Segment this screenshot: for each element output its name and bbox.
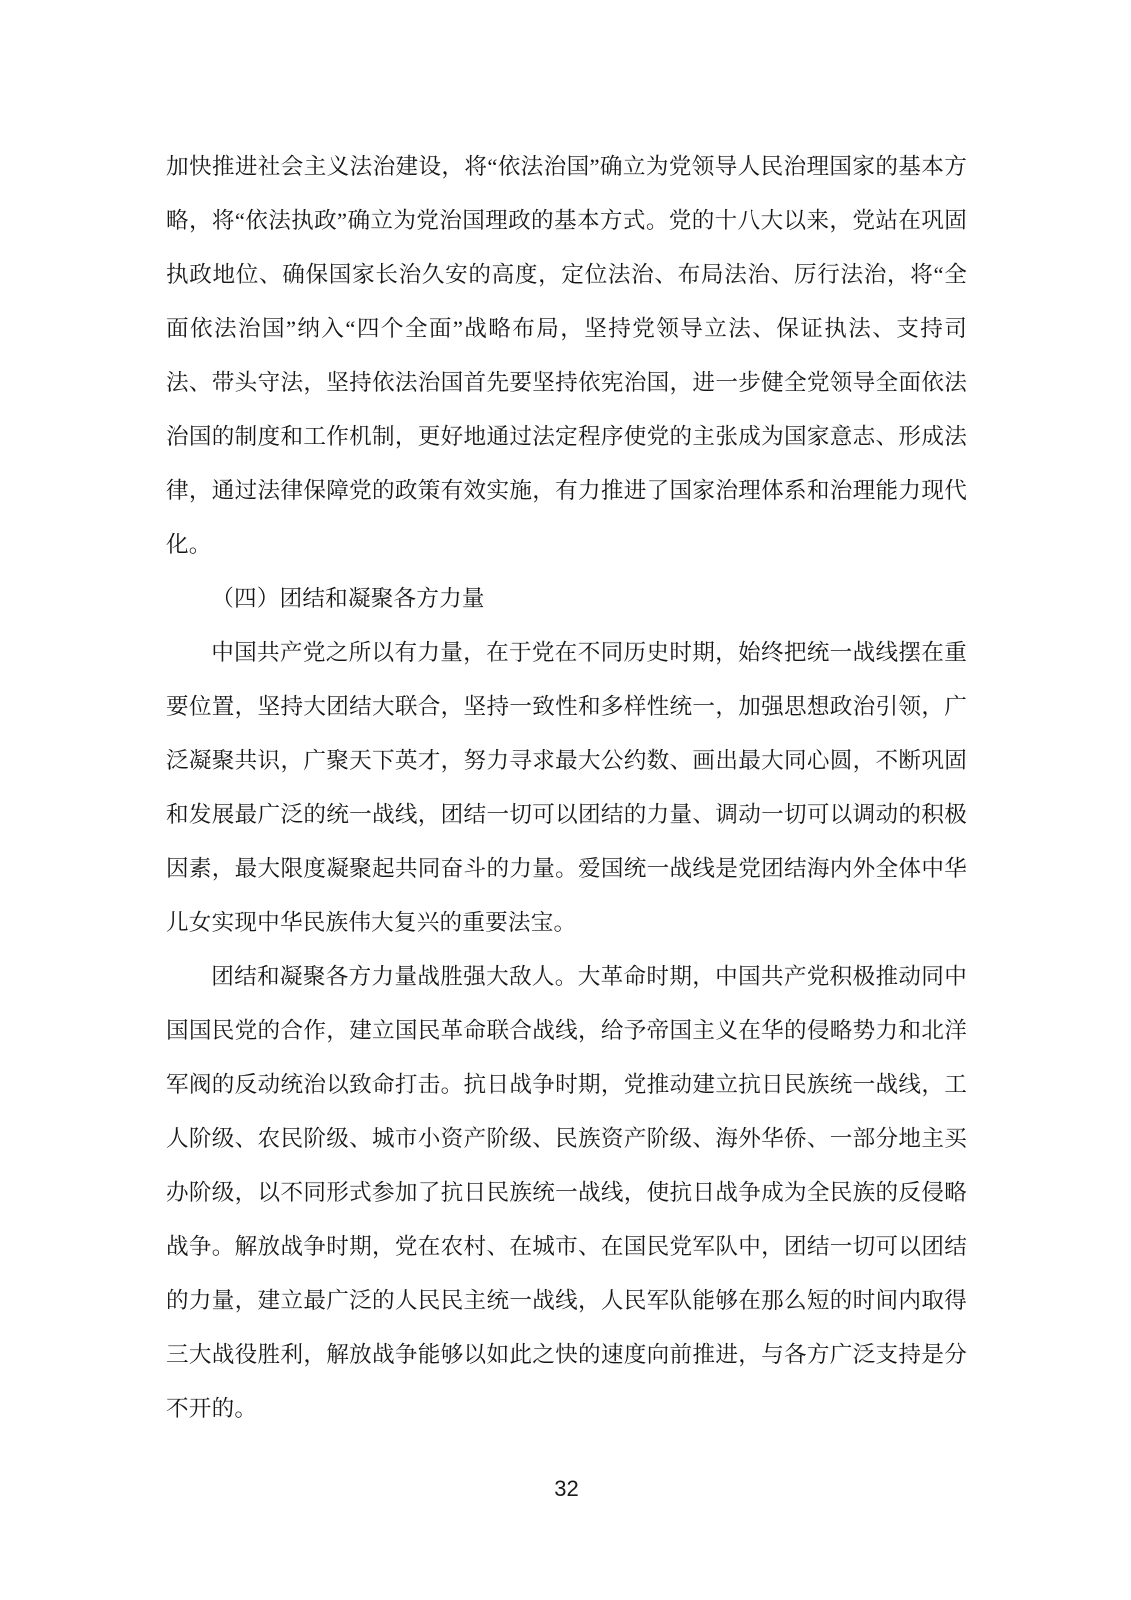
page-number: 32 (554, 1476, 579, 1501)
paragraph-united-front: 中国共产党之所以有力量，在于党在不同历史时期，始终把统一战线摆在重要位置，坚持大团结大联合，坚持一致性和多样性统一，加强思想政治引领，广泛凝聚共识，广聚天下英才，努力寻求最大公约数、画出最大同心圆，不断巩固和发展最广泛的统一战线，团结一切可以团结的力量、调动一切可以调动的积极因素，最大限度凝聚起共同奋斗的力量。爱国统一战线是党团结海内外全体中华儿女实现中华民族伟大复兴的重要法宝。 (166, 640, 967, 935)
paragraph-historical-periods: 团结和凝聚各方力量战胜强大敌人。大革命时期，中国共产党积极推动同中国国民党的合作，建立国民革命联合战线，给予帝国主义在华的侵略势力和北洋军阀的反动统治以致命打击。抗日战争时期，党推动建立抗日民族统一战线，工人阶级、农民阶级、城市小资产阶级、民族资产阶级、海外华侨、一部分地主买办阶级，以不同形式参加了抗日民族统一战线，使抗日战争成为全民族的反侵略战争。解放战争时期，党在农村、在城市、在国民党军队中，团结一切可以团结的力量，建立最广泛的人民民主统一战线，人民军队能够在那么短的时间内取得三大战役胜利，解放战争能够以如此之快的速度向前推进，与各方广泛支持是分不开的。 (166, 964, 967, 1421)
document-body (166, 140, 967, 1436)
section-heading-unite-forces: （四）团结和凝聚各方力量 (211, 586, 485, 611)
paragraph-law-governance: 加快推进社会主义法治建设，将“依法治国”确立为党领导人民治理国家的基本方略，将“依法执政”确立为党治国理政的基本方式。党的十八大以来，党站在巩固执政地位、确保国家长治久安的高度，定位法治、布局法治、厉行法治，将“全面依法治国”纳入“四个全面”战略布局，坚持党领导立法、保证执法、支持司法、带头守法，坚持依法治国首先要坚持依宪治国，进一步健全党领导全面依法治国的制度和工作机制，更好地通过法定程序使党的主张成为国家意志、形成法律，通过法律保障党的政策有效实施，有力推进了国家治理体系和治理能力现代化。 (166, 154, 967, 557)
